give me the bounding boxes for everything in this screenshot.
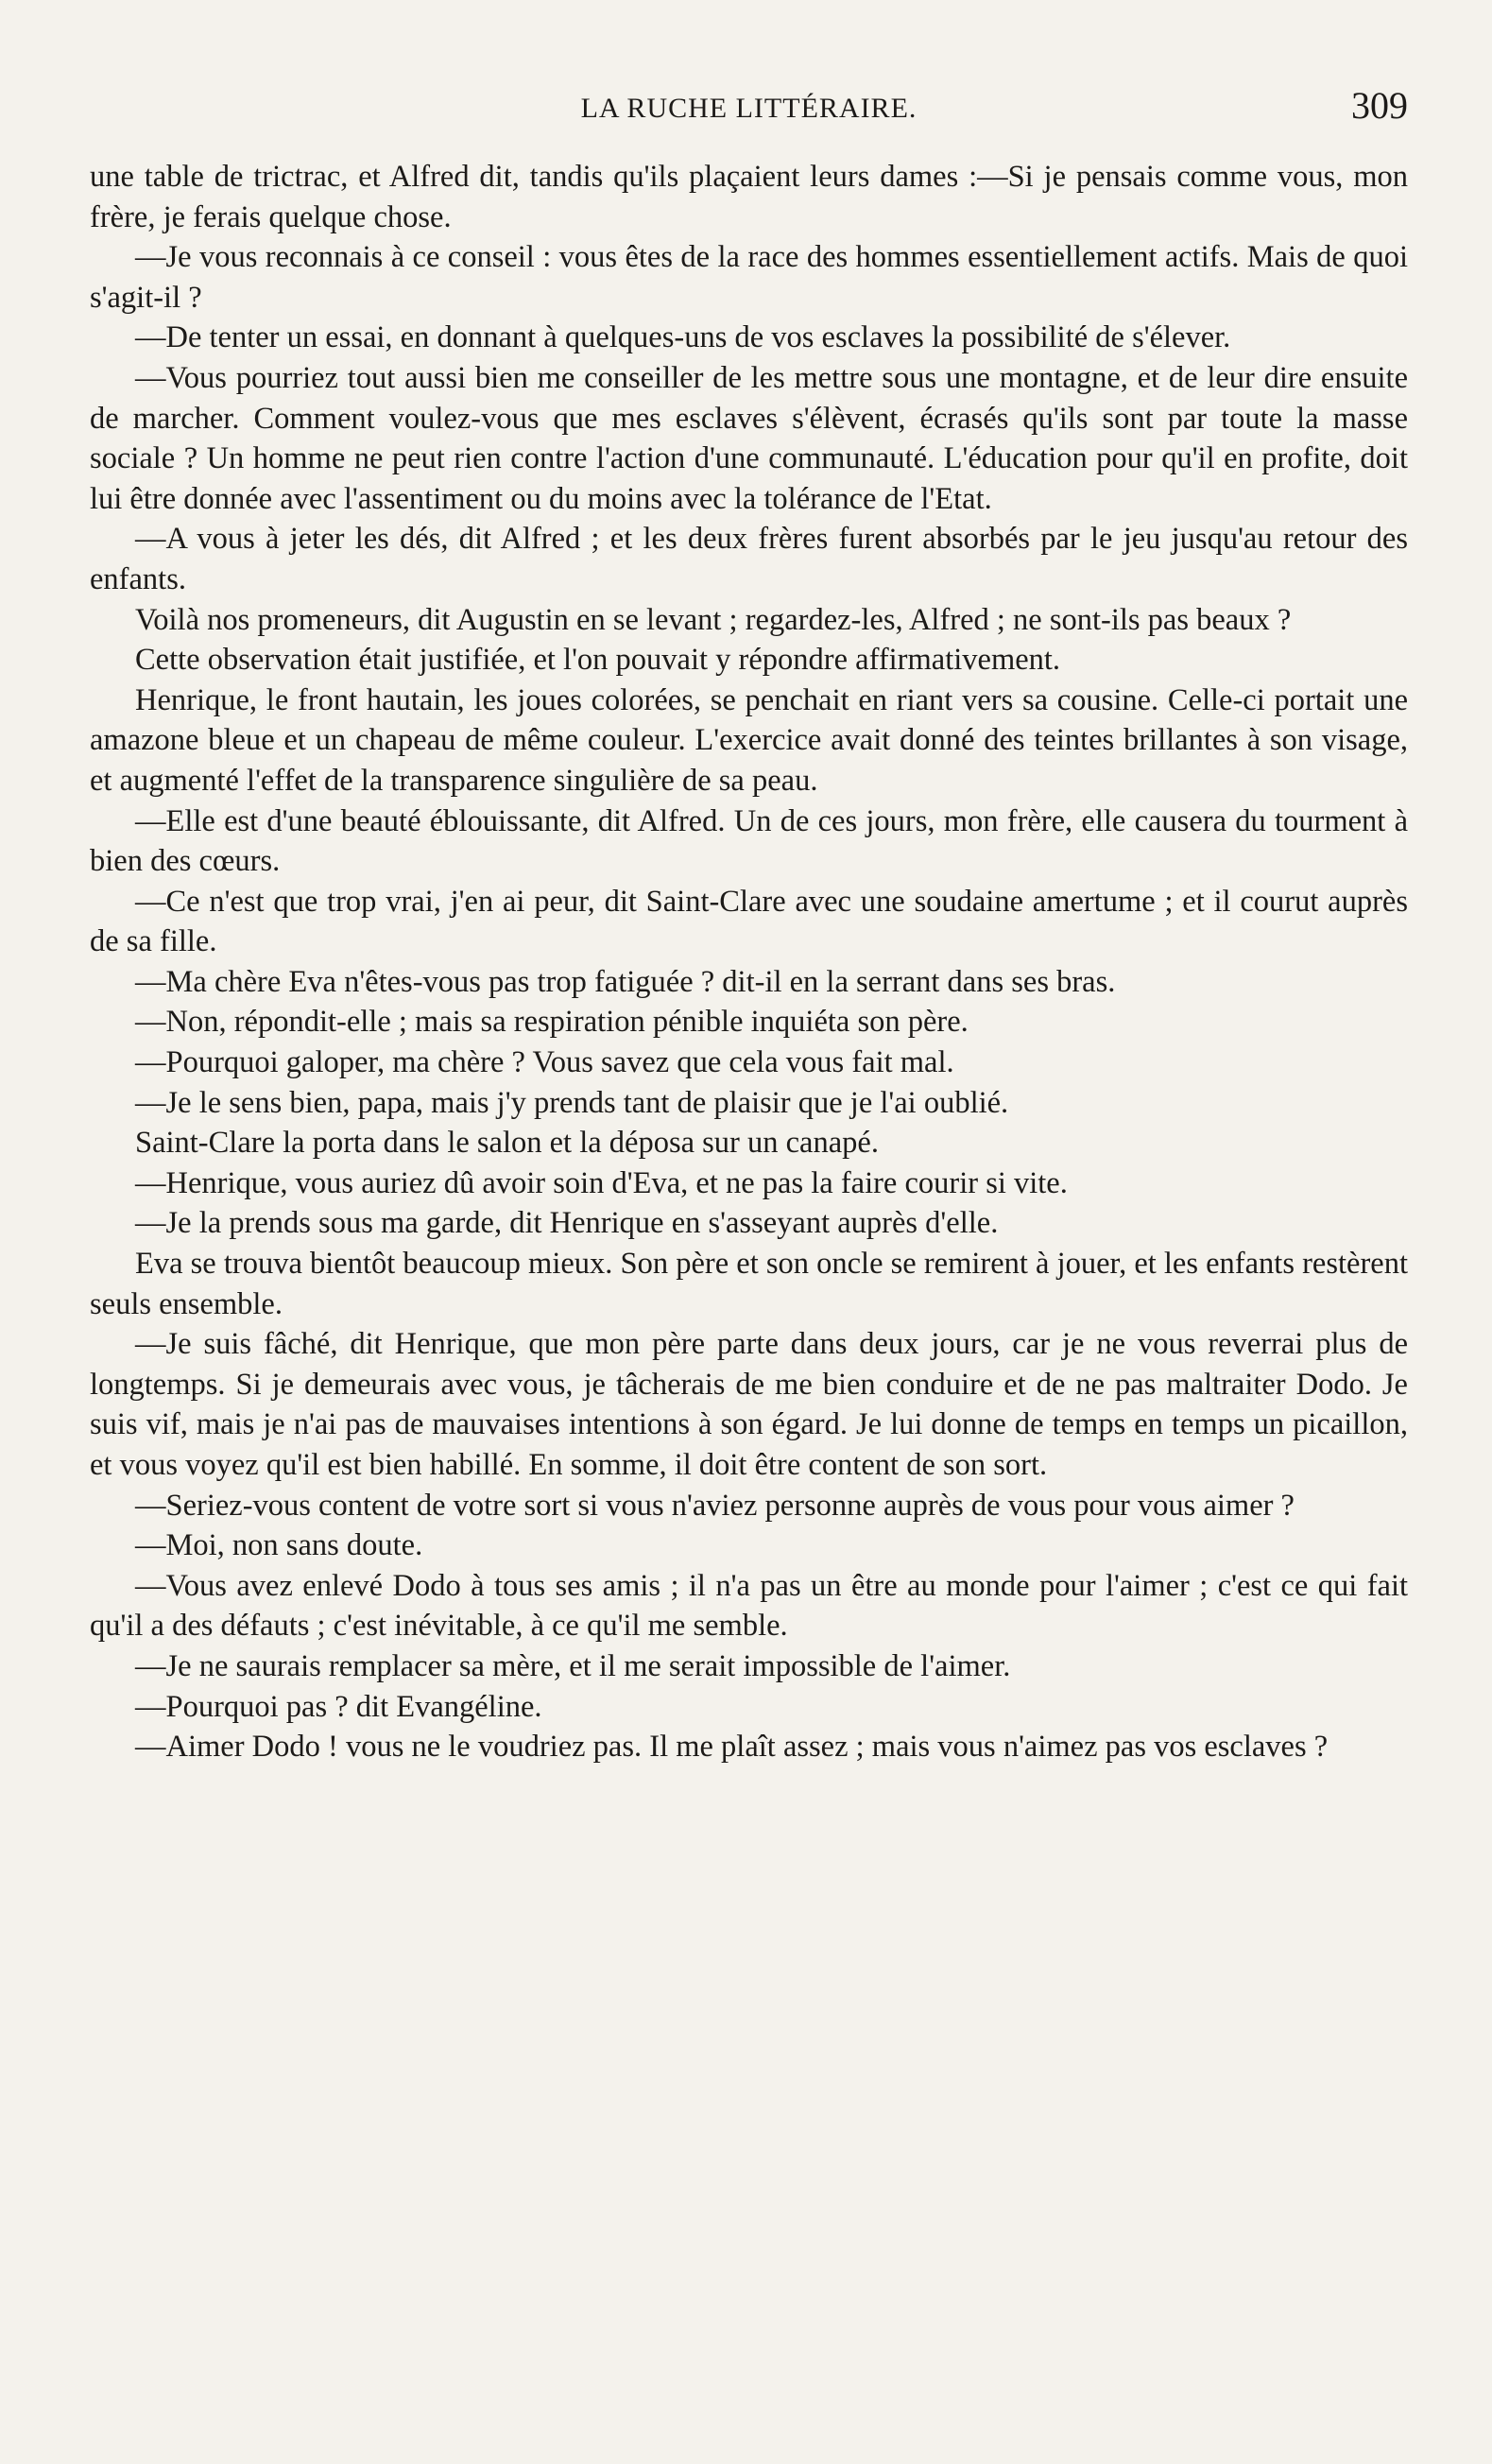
paragraph: —Je le sens bien, papa, mais j'y prends tant de plaisir que je l'ai oublié. [135,1085,1009,1120]
paragraph: —Je vous reconnais à ce conseil : vous êtes de la race des hommes essentiellement actifs. Mais de quoi s'agit-il ? [90,240,1408,315]
body-text [90,157,1408,1767]
paragraph: —Vous pourriez tout aussi bien me conseiller de les mettre sous une montagne, et de leur dire ensuite de marcher. Comment voulez-vous que mes esclaves s'élèvent, écrasés qu'ils sont par toute la masse sociale ? Un homme ne peut rien contre l'action d'une communauté. L'éducation pour qu'il en profite, doit lui être donnée avec l'assentiment ou du moins avec la tolérance de l'Etat. [90,360,1408,516]
paragraph: —Elle est d'une beauté éblouissante, dit Alfred. Un de ces jours, mon frère, elle causera du tourment à bien des cœurs. [90,803,1408,879]
paragraph: Eva se trouva bientôt beaucoup mieux. Son père et son oncle se remirent à jouer, et les enfants restèrent seuls ensemble. [90,1247,1408,1321]
paragraph: —Moi, non sans doute. [135,1528,423,1563]
page-header [90,83,1408,140]
paragraph: —Ma chère Eva n'êtes-vous pas trop fatiguée ? dit-il en la serrant dans ses bras. [135,964,1116,999]
paragraph: —Henrique, vous auriez dû avoir soin d'Eva, et ne pas la faire courir si vite. [135,1165,1068,1200]
paragraph: Cette observation était justifiée, et l'on pouvait y répondre affirmativement. [135,643,1061,678]
paragraph: —Pourquoi pas ? dit Evangéline. [135,1689,542,1724]
paragraph: —Ce n'est que trop vrai, j'en ai peur, dit Saint-Clare avec une soudaine amertume ; et il courut auprès de sa fille. [90,884,1408,959]
paragraph: —Vous avez enlevé Dodo à tous ses amis ; il n'a pas un être au monde pour l'aimer ; c'est ce qui fait qu'il a des défauts ; c'est inévitable, à ce qu'il me semble. [90,1568,1408,1644]
paragraph: Henrique, le front hautain, les joues colorées, se penchait en riant vers sa cousine. Celle-ci portait une amazone bleue et un chapeau de même couleur. L'exercice avait donné des teintes brillantes à son visage, et augmenté l'effet de la transparence singulière de sa peau. [90,682,1408,798]
paragraph: une table de trictrac, et Alfred dit, tandis qu'ils plaçaient leurs dames :—Si je pensais comme vous, mon frère, je ferais quelque chose. [90,160,1408,234]
paragraph: —Aimer Dodo ! vous ne le voudriez pas. Il me plaît assez ; mais vous n'aimez pas vos esclaves ? [135,1730,1329,1765]
page [90,83,1408,1767]
page-number: 309 [1351,84,1408,127]
paragraph: —Seriez-vous content de votre sort si vous n'aviez personne auprès de vous pour vous aimer ? [135,1488,1295,1523]
paragraph: —De tenter un essai, en donnant à quelques-uns de vos esclaves la possibilité de s'élever. [135,320,1231,355]
paragraph: Voilà nos promeneurs, dit Augustin en se levant ; regardez-les, Alfred ; ne sont-ils pas beaux ? [135,602,1292,637]
paragraph: —Je suis fâché, dit Henrique, que mon père parte dans deux jours, car je ne vous reverrai plus de longtemps. Si je demeurais avec vous, je tâcherais de me bien conduire et de ne pas maltraiter Dodo. Je suis vif, mais je n'ai pas de mauvaises intentions à son égard. Je lui donne de temps en temps un picaillon, et vous voyez qu'il est bien habillé. En somme, il doit être content de son sort. [90,1327,1408,1482]
paragraph: Saint-Clare la porta dans le salon et la déposa sur un canapé. [135,1126,879,1161]
paragraph: —A vous à jeter les dés, dit Alfred ; et les deux frères furent absorbés par le jeu jusqu'au retour des enfants. [90,522,1408,596]
paragraph: —Pourquoi galoper, ma chère ? Vous savez que cela vous fait mal. [135,1045,954,1080]
paragraph: —Non, répondit-elle ; mais sa respiration pénible inquiéta son père. [135,1005,969,1040]
paragraph: —Je ne saurais remplacer sa mère, et il me serait impossible de l'aimer. [135,1648,1011,1683]
running-title: LA RUCHE LITTÉRAIRE. [580,93,917,124]
paragraph: —Je la prends sous ma garde, dit Henrique en s'asseyant auprès d'elle. [135,1206,999,1241]
